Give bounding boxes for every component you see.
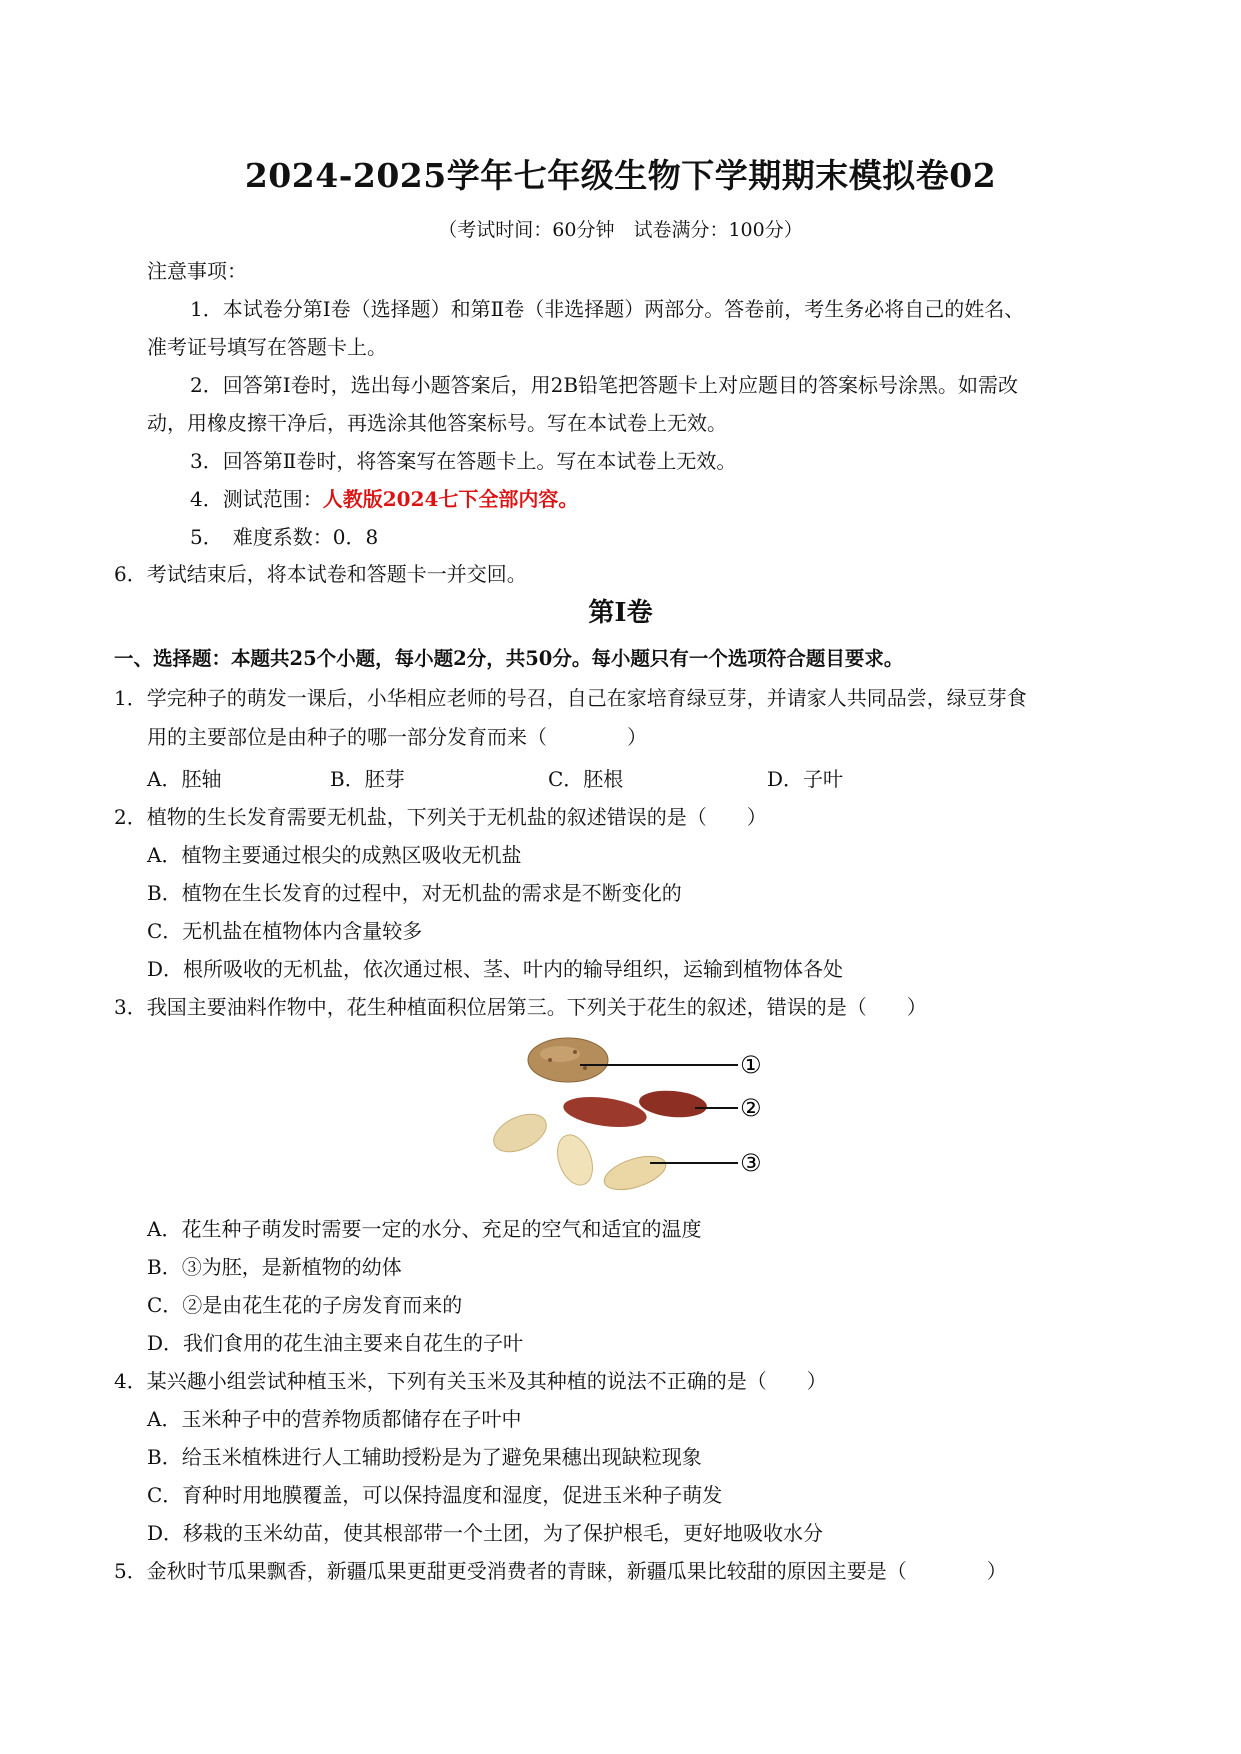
q4-option-b: B．给玉米植株进行人工辅助授粉是为了避免果穗出现缺粒现象 bbox=[147, 1445, 702, 1469]
notice-2a: 2．回答第Ⅰ卷时，选出每小题答案后，用2B铅笔把答题卡上对应题目的答案标号涂黑。如需改 bbox=[190, 373, 1019, 397]
peanut-illustration bbox=[480, 1030, 800, 1195]
q1-option-c: C．胚根 bbox=[548, 767, 624, 791]
peanut-seed-red-1 bbox=[561, 1092, 648, 1131]
notice-1a: 1．本试卷分第Ⅰ卷（选择题）和第Ⅱ卷（非选择题）两部分。答卷前，考生务必将自己的姓名、 bbox=[190, 297, 1025, 321]
notice-5: 5． 难度系数：0．8 bbox=[190, 525, 379, 549]
q4-stem: 4．某兴趣小组尝试种植玉米，下列有关玉米及其种植的说法不正确的是（ ） bbox=[114, 1369, 827, 1393]
section-title: 第Ⅰ卷 bbox=[588, 598, 653, 628]
notice-2b: 动，用橡皮擦干净后，再选涂其他答案标号。写在本试卷上无效。 bbox=[147, 411, 727, 435]
q3-option-c: C．②是由花生花的子房发育而来的 bbox=[147, 1293, 463, 1317]
peanut-kernel-3 bbox=[600, 1150, 670, 1195]
q1-stem-line2: 用的主要部位是由种子的哪一部分发育而来（ ） bbox=[147, 725, 647, 749]
exam-subtitle: （考试时间：60分钟 试卷满分：100分） bbox=[438, 219, 803, 241]
q4-option-d: D．移栽的玉米幼苗，使其根部带一个土团，为了保护根毛，更好地吸收水分 bbox=[147, 1521, 824, 1545]
q2-option-c: C．无机盐在植物体内含量较多 bbox=[147, 919, 423, 943]
q1-option-a: A．胚轴 bbox=[147, 767, 222, 791]
q4-option-a: A．玉米种子中的营养物质都储存在子叶中 bbox=[147, 1407, 522, 1431]
peanut-kernel-1 bbox=[488, 1107, 552, 1160]
peanut-figure bbox=[480, 1030, 800, 1195]
label-3: ③ bbox=[740, 1149, 762, 1177]
q1-option-d: D．子叶 bbox=[767, 767, 844, 791]
q3-stem: 3．我国主要油料作物中，花生种植面积位居第三。下列关于花生的叙述，错误的是（ ） bbox=[114, 995, 927, 1019]
q1-stem-line1: 1．学完种子的萌发一课后，小华相应老师的号召，自己在家培育绿豆芽，并请家人共同品尝，绿豆芽食 bbox=[114, 686, 1027, 710]
peanut-seed-red-2 bbox=[638, 1088, 708, 1120]
q3-option-b: B．③为胚，是新植物的幼体 bbox=[147, 1255, 402, 1279]
q2-option-a: A．植物主要通过根尖的成熟区吸收无机盐 bbox=[147, 843, 522, 867]
q5-stem: 5．金秋时节瓜果飘香，新疆瓜果更甜更受消费者的青睐，新疆瓜果比较甜的原因主要是（ ） bbox=[114, 1559, 1007, 1583]
peanut-kernel-2 bbox=[551, 1130, 599, 1190]
q2-option-d: D．根所吸收的无机盐，依次通过根、茎、叶内的输导组织，运输到植物体各处 bbox=[147, 957, 844, 981]
q3-option-d: D．我们食用的花生油主要来自花生的子叶 bbox=[147, 1331, 524, 1355]
notice-4-prefix: 4．测试范围： bbox=[190, 487, 323, 511]
exam-title: 2024-2025学年七年级生物下学期期末模拟卷02 bbox=[244, 156, 997, 195]
q3-option-a: A．花生种子萌发时需要一定的水分、充足的空气和适宜的温度 bbox=[147, 1217, 702, 1241]
notice-1b: 准考证号填写在答题卡上。 bbox=[147, 335, 387, 359]
q4-option-c: C．育种时用地膜覆盖，可以保持温度和湿度，促进玉米种子萌发 bbox=[147, 1483, 723, 1507]
q2-stem: 2．植物的生长发育需要无机盐，下列关于无机盐的叙述错误的是（ ） bbox=[114, 805, 767, 829]
notice-6: 6．考试结束后，将本试卷和答题卡一并交回。 bbox=[114, 562, 527, 586]
label-1: ① bbox=[740, 1051, 762, 1079]
q1-option-b: B．胚芽 bbox=[330, 767, 405, 791]
notice-3: 3．回答第Ⅱ卷时，将答案写在答题卡上。写在本试卷上无效。 bbox=[190, 449, 737, 473]
part-heading: 一、选择题：本题共25个小题，每小题2分，共50分。每小题只有一个选项符合题目要求。 bbox=[114, 647, 904, 670]
notice-4 bbox=[190, 486, 578, 512]
notice-header: 注意事项： bbox=[147, 259, 247, 283]
label-2: ② bbox=[740, 1094, 762, 1122]
q2-option-b: B．植物在生长发育的过程中，对无机盐的需求是不断变化的 bbox=[147, 881, 682, 905]
notice-4-scope: 人教版2024七下全部内容。 bbox=[322, 487, 579, 511]
